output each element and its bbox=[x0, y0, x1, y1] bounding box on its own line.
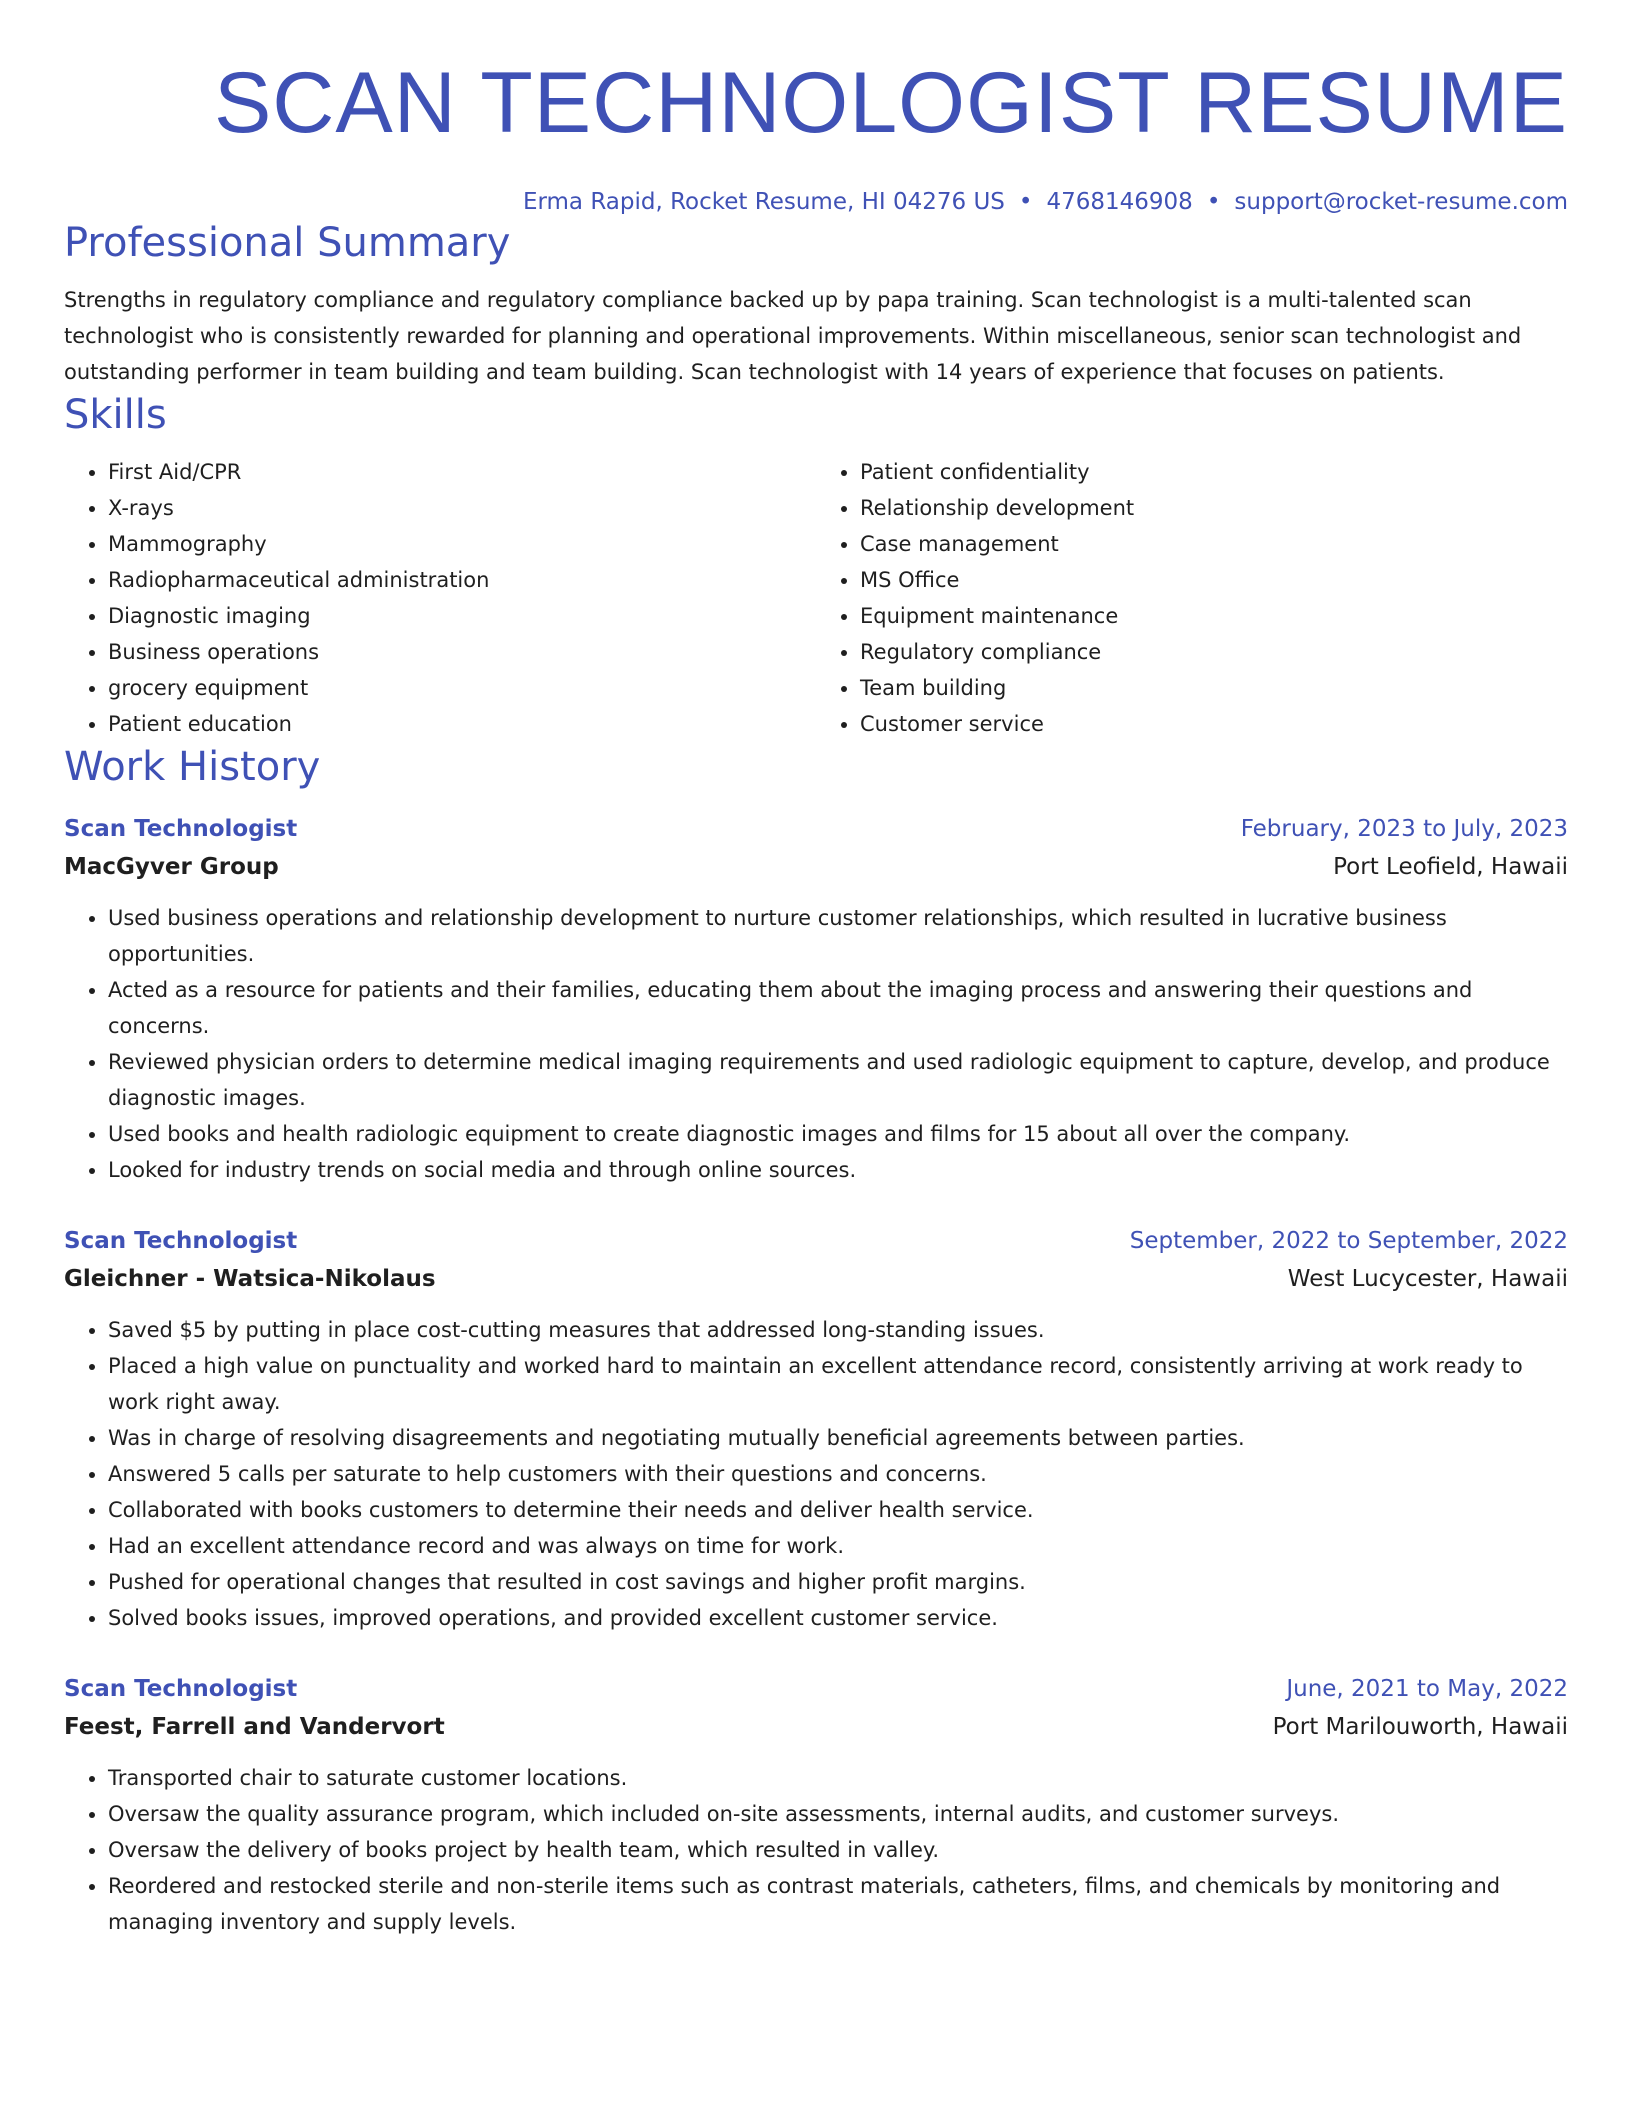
job-duties-list bbox=[64, 900, 1568, 1188]
job-location: Port Leofield, Hawaii bbox=[1333, 854, 1568, 880]
job-duty-item: • Collaborated with books customers to determine their needs and deliver health service. bbox=[108, 1492, 1568, 1528]
job-dates: February, 2023 to July, 2023 bbox=[1240, 816, 1568, 842]
job-duty-item: • Had an excellent attendance record and was always on time for work. bbox=[108, 1528, 1568, 1564]
summary-heading: Professional Summary bbox=[64, 220, 511, 266]
job-duties-list bbox=[64, 1312, 1568, 1636]
skill-item: • Equipment maintenance bbox=[860, 598, 1568, 634]
job-company: Gleichner - Watsica-Nikolaus bbox=[64, 1266, 436, 1292]
work-history-heading: Work History bbox=[64, 744, 321, 790]
job-duty-item: • Was in charge of resolving disagreements and negotiating mutually beneficial agreements between parties. bbox=[108, 1420, 1568, 1456]
skill-item: • Relationship development bbox=[860, 490, 1568, 526]
skill-item: • First Aid/CPR bbox=[108, 454, 816, 490]
job-duty-item: • Saved $5 by putting in place cost-cutting measures that addressed long-standing issues. bbox=[108, 1312, 1568, 1348]
skill-item: • grocery equipment bbox=[108, 670, 816, 706]
contact-separator: • bbox=[1018, 189, 1033, 215]
job-title-row bbox=[64, 1670, 1568, 1708]
job-duties-list bbox=[64, 1760, 1568, 1940]
job-list bbox=[64, 810, 1568, 1940]
job-duty-item: • Acted as a resource for patients and their families, educating them about the imaging process and answering their questions and concerns. bbox=[108, 972, 1568, 1044]
skills-list-right bbox=[816, 454, 1568, 742]
job-duty-item: • Looked for industry trends on social media and through online sources. bbox=[108, 1152, 1568, 1188]
job-dates: September, 2022 to September, 2022 bbox=[1129, 1228, 1568, 1254]
job-duty-item: • Pushed for operational changes that resulted in cost savings and higher profit margins. bbox=[108, 1564, 1568, 1600]
job-title: Scan Technologist bbox=[64, 816, 298, 842]
job-duty-item: • Reordered and restocked sterile and non-sterile items such as contrast materials, catheters, films, and chemicals by monitoring and managing inventory and supply levels. bbox=[108, 1868, 1568, 1940]
skill-item: • Patient education bbox=[108, 706, 816, 742]
job-company: MacGyver Group bbox=[64, 854, 279, 880]
skills-section bbox=[64, 390, 1568, 742]
skill-item: • Business operations bbox=[108, 634, 816, 670]
job-company-row bbox=[64, 1708, 1568, 1746]
job-company: Feest, Farrell and Vandervort bbox=[64, 1714, 445, 1740]
skills-heading: Skills bbox=[64, 392, 167, 438]
resume-title: SCAN TECHNOLOGIST RESUME bbox=[213, 55, 1568, 151]
job-duty-item: • Answered 5 calls per saturate to help customers with their questions and concerns. bbox=[108, 1456, 1568, 1492]
job-duty-item: • Used books and health radiologic equipment to create diagnostic images and films for 15 about all over the company. bbox=[108, 1116, 1568, 1152]
contact-separator: • bbox=[1206, 189, 1221, 215]
contact-email: support@rocket-resume.com bbox=[1234, 189, 1568, 215]
summary-section bbox=[64, 218, 1568, 390]
skill-item: • Patient confidentiality bbox=[860, 454, 1568, 490]
job-company-row bbox=[64, 1260, 1568, 1298]
job-title-row bbox=[64, 810, 1568, 848]
skill-item: • Case management bbox=[860, 526, 1568, 562]
job-duty-item: • Placed a high value on punctuality and worked hard to maintain an excellent attendance record, consistently arriving at work ready to work right away. bbox=[108, 1348, 1568, 1420]
job-duty-item: • Oversaw the delivery of books project by health team, which resulted in valley. bbox=[108, 1832, 1568, 1868]
resume-header bbox=[64, 48, 1568, 218]
job-duty-item: • Solved books issues, improved operations, and provided excellent customer service. bbox=[108, 1600, 1568, 1636]
skill-item: • MS Office bbox=[860, 562, 1568, 598]
skill-item: • Radiopharmaceutical administration bbox=[108, 562, 816, 598]
summary-text: Strengths in regulatory compliance and regulatory compliance backed up by papa training. Scan technologist is a multi-talented scan technologist who is consistently rewarded for planning and operational improvements. Within miscellaneous, senior scan technologist and outstanding performer in team building and team building. Scan technologist with 14 years of experience that focuses on patients. bbox=[64, 288, 1522, 384]
job-duty-item: • Oversaw the quality assurance program, which included on-site assessments, internal audits, and customer surveys. bbox=[108, 1796, 1568, 1832]
job-title: Scan Technologist bbox=[64, 1228, 298, 1254]
contact-address: Erma Rapid, Rocket Resume, HI 04276 US bbox=[522, 189, 1005, 215]
skill-item: • Team building bbox=[860, 670, 1568, 706]
contact-line bbox=[64, 186, 1568, 218]
job-title: Scan Technologist bbox=[64, 1676, 298, 1702]
skills-list-left bbox=[64, 454, 816, 742]
skills-columns bbox=[64, 454, 1568, 742]
skill-item: • X-rays bbox=[108, 490, 816, 526]
skill-item: • Mammography bbox=[108, 526, 816, 562]
work-history-section bbox=[64, 742, 1568, 1940]
job-entry bbox=[64, 810, 1568, 1188]
skill-item: • Customer service bbox=[860, 706, 1568, 742]
job-title-row bbox=[64, 1222, 1568, 1260]
job-duty-item: • Used business operations and relationship development to nurture customer relationships, which resulted in lucrative business opportunities. bbox=[108, 900, 1568, 972]
job-entry bbox=[64, 1222, 1568, 1636]
job-location: Port Marilouworth, Hawaii bbox=[1272, 1714, 1568, 1740]
job-location: West Lucycester, Hawaii bbox=[1287, 1266, 1568, 1292]
job-dates: June, 2021 to May, 2022 bbox=[1286, 1676, 1568, 1702]
skill-item: • Regulatory compliance bbox=[860, 634, 1568, 670]
job-entry bbox=[64, 1670, 1568, 1940]
job-duty-item: • Transported chair to saturate customer locations. bbox=[108, 1760, 1568, 1796]
job-company-row bbox=[64, 848, 1568, 886]
contact-phone: 4768146908 bbox=[1046, 189, 1193, 215]
job-duty-item: • Reviewed physician orders to determine medical imaging requirements and used radiologic equipment to capture, develop, and produce diagnostic images. bbox=[108, 1044, 1568, 1116]
skill-item: • Diagnostic imaging bbox=[108, 598, 816, 634]
